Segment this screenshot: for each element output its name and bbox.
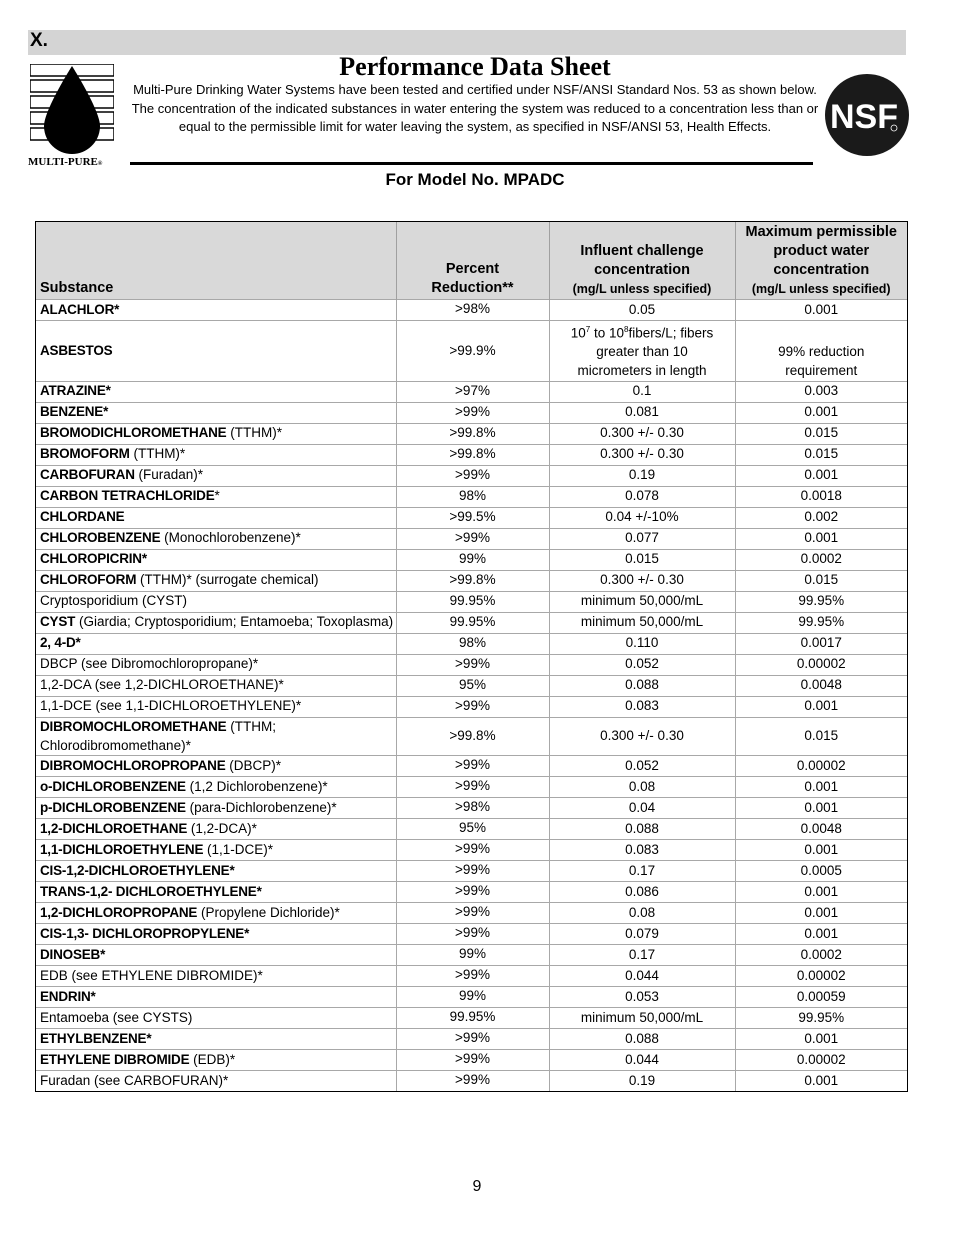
substance-name: TRANS-1,2- DICHLOROETHYLENE* <box>40 884 262 900</box>
max-cell: 0.015 <box>735 717 907 756</box>
influent-cell: minimum 50,000/mL <box>549 1008 735 1029</box>
influent-cell: 0.17 <box>549 945 735 966</box>
substance-cell <box>36 591 396 612</box>
table-row <box>36 570 907 591</box>
influent-cell: 0.1 <box>549 381 735 402</box>
influent-cell: 0.110 <box>549 633 735 654</box>
influent-cell: 0.077 <box>549 528 735 549</box>
table-row <box>36 777 907 798</box>
substance-name: ETHYLENE DIBROMIDE <box>40 1052 190 1068</box>
substance-cell <box>36 507 396 528</box>
substance-detail: (Monochlorobenzene)* <box>160 530 301 546</box>
influent-cell: 0.300 +/- 0.30 <box>549 423 735 444</box>
substance-name: BENZENE* <box>40 404 109 420</box>
max-cell: 0.00002 <box>735 1050 907 1071</box>
substance-name: CARBOFURAN <box>40 467 135 483</box>
table-row <box>36 549 907 570</box>
reduction-cell: >99.8% <box>396 570 549 591</box>
reduction-cell: >99.8% <box>396 444 549 465</box>
substance-name: 1,2-DICHLOROPROPANE <box>40 905 198 921</box>
max-cell: 0.00002 <box>735 654 907 675</box>
max-cell: 0.001 <box>735 300 907 321</box>
substance-cell <box>36 696 396 717</box>
substance-name: CHLOROPICRIN* <box>40 551 147 567</box>
max-cell: 0.015 <box>735 570 907 591</box>
substance-detail: (Furadan)* <box>134 467 204 483</box>
substance-cell <box>36 717 396 756</box>
max-cell: 0.001 <box>735 903 907 924</box>
influent-cell: 0.086 <box>549 882 735 903</box>
table-row <box>36 591 907 612</box>
max-cell: 0.001 <box>735 882 907 903</box>
reduction-cell: 99% <box>396 945 549 966</box>
max-cell: 0.001 <box>735 696 907 717</box>
table-row <box>36 945 907 966</box>
substance-cell <box>36 924 396 945</box>
table-row <box>36 402 907 423</box>
reduction-cell: >99% <box>396 903 549 924</box>
max-cell: 0.001 <box>735 798 907 819</box>
influent-cell: 0.052 <box>549 654 735 675</box>
model-line: For Model No. MPADC <box>385 170 565 189</box>
influent-cell: 0.078 <box>549 486 735 507</box>
influent-cell: 0.04 +/-10% <box>549 507 735 528</box>
substance-cell <box>36 1008 396 1029</box>
max-cell: 0.015 <box>735 423 907 444</box>
table-header-row <box>36 222 907 300</box>
substance-name: ATRAZINE* <box>40 383 111 399</box>
nsf-mark: NSF <box>830 98 898 136</box>
influent-part: 10 <box>570 325 586 341</box>
substance-name: BROMODICHLOROMETHANE <box>40 425 227 441</box>
page-number: 9 <box>472 1178 482 1195</box>
reduction-cell: >99.8% <box>396 717 549 756</box>
table-row <box>36 321 907 382</box>
substance-name: CIS-1,3- DICHLOROPROPYLENE* <box>40 926 250 942</box>
reduction-cell: 99.95% <box>396 612 549 633</box>
substance-cell <box>36 444 396 465</box>
max-cell: 0.0048 <box>735 819 907 840</box>
max-cell: 99.95% <box>735 591 907 612</box>
reduction-cell: >98% <box>396 300 549 321</box>
max-cell: 0.0002 <box>735 945 907 966</box>
max-cell: 0.00002 <box>735 756 907 777</box>
substance-name: p-DICHLOROBENZENE <box>40 800 186 816</box>
substance-name: CYST <box>40 614 76 630</box>
influent-cell: 0.300 +/- 0.30 <box>549 717 735 756</box>
intro-paragraph: Multi-Pure Drinking Water Systems have been tested and certified under NSF/ANSI Standard Nos. 53 as shown below. The concentration of the indicated substances in water entering the system was reduced to a concentration less than or equal to the permissible limit for water leaving the system, as specified in NSF/ANSI 53, Health Effects. <box>131 82 819 134</box>
substance-name: CHLOROBENZENE <box>40 530 161 546</box>
influent-cell: 0.17 <box>549 861 735 882</box>
reduction-cell: >99% <box>396 840 549 861</box>
table-row <box>36 903 907 924</box>
substance-cell <box>36 882 396 903</box>
influent-part: to 10 <box>590 325 624 341</box>
reduction-cell: >99.5% <box>396 507 549 528</box>
table-row <box>36 756 907 777</box>
table-row <box>36 1029 907 1050</box>
substance-detail: (TTHM)* <box>226 425 282 441</box>
max-cell: 0.015 <box>735 444 907 465</box>
substance-name: CARBON TETRACHLORIDE <box>40 488 215 504</box>
column-header-influent: Influent challenge concentration (mg/L unless specified) <box>549 222 735 300</box>
substance-cell <box>36 423 396 444</box>
substance-detail: (TTHM; Chlorodibromomethane)* <box>40 718 276 753</box>
table-row <box>36 717 907 756</box>
nsf-logo <box>824 73 910 157</box>
substance-detail: (1,1-DCE)* <box>203 842 274 858</box>
influent-cell: 0.079 <box>549 924 735 945</box>
multi-pure-logo <box>30 64 114 170</box>
reduction-cell: >97% <box>396 381 549 402</box>
substance-name: 1,1-DICHLOROETHYLENE <box>40 842 204 858</box>
substance-name: ETHYLBENZENE* <box>40 1031 152 1047</box>
substance-cell <box>36 321 396 382</box>
max-cell: 0.001 <box>735 924 907 945</box>
table-row <box>36 987 907 1008</box>
max-cell: 0.001 <box>735 777 907 798</box>
substance-detail: DBCP (see Dibromochloropropane)* <box>40 656 259 672</box>
influent-cell: minimum 50,000/mL <box>549 591 735 612</box>
substance-name: CHLORDANE <box>40 509 125 525</box>
influent-cell: 0.19 <box>549 1071 735 1092</box>
substance-cell <box>36 945 396 966</box>
reduction-cell: 99% <box>396 987 549 1008</box>
max-cell: 0.001 <box>735 1029 907 1050</box>
table-row <box>36 882 907 903</box>
reduction-cell: >99% <box>396 756 549 777</box>
substance-detail: (EDB)* <box>189 1052 236 1068</box>
max-cell: 0.001 <box>735 1071 907 1092</box>
reduction-cell: >99% <box>396 777 549 798</box>
max-cell: 0.001 <box>735 465 907 486</box>
table-row <box>36 633 907 654</box>
influent-cell: 0.04 <box>549 798 735 819</box>
reduction-cell: 99.95% <box>396 1008 549 1029</box>
max-cell: 0.0018 <box>735 486 907 507</box>
influent-cell: 0.300 +/- 0.30 <box>549 444 735 465</box>
max-cell: 0.002 <box>735 507 907 528</box>
table-row <box>36 444 907 465</box>
substance-cell <box>36 756 396 777</box>
reduction-cell: 99% <box>396 549 549 570</box>
substance-cell <box>36 528 396 549</box>
reduction-cell: >99.9% <box>396 321 549 382</box>
influent-cell: minimum 50,000/mL <box>549 612 735 633</box>
max-cell: 99.95% <box>735 1008 907 1029</box>
influent-cell: 0.044 <box>549 1050 735 1071</box>
reduction-cell: >99% <box>396 861 549 882</box>
header-rule <box>130 162 813 165</box>
substance-cell <box>36 903 396 924</box>
substance-cell <box>36 840 396 861</box>
substance-detail: Cryptosporidium (CYST) <box>40 593 188 609</box>
influent-cell: 0.083 <box>549 840 735 861</box>
substance-cell <box>36 654 396 675</box>
influent-cell: 0.015 <box>549 549 735 570</box>
substance-cell <box>36 861 396 882</box>
substance-name: ASBESTOS <box>40 342 113 358</box>
reduction-cell: 95% <box>396 675 549 696</box>
column-header-max: Maximum permissible product water concentration (mg/L unless specified) <box>735 222 907 300</box>
substance-detail: (DBCP)* <box>225 758 282 774</box>
substance-detail: 1,2-DCA (see 1,2-DICHLOROETHANE)* <box>40 677 284 693</box>
table-row <box>36 675 907 696</box>
substance-name: CHLOROFORM <box>40 572 137 588</box>
table-row <box>36 612 907 633</box>
max-cell: 0.001 <box>735 402 907 423</box>
reduction-cell: >99% <box>396 924 549 945</box>
reduction-cell: 98% <box>396 633 549 654</box>
page-title: Performance Data Sheet <box>339 52 611 81</box>
substance-cell <box>36 675 396 696</box>
reduction-cell: >99% <box>396 966 549 987</box>
substance-detail: (TTHM)* (surrogate chemical) <box>136 572 319 588</box>
max-cell: 0.00059 <box>735 987 907 1008</box>
reduction-cell: >99.8% <box>396 423 549 444</box>
section-label: X. <box>30 30 48 51</box>
max-cell: 0.003 <box>735 381 907 402</box>
substance-detail: (Giardia; Cryptosporidium; Entamoeba; Toxoplasma) <box>75 614 394 630</box>
table-row <box>36 696 907 717</box>
table-row <box>36 423 907 444</box>
substance-cell <box>36 402 396 423</box>
max-cell: 0.00002 <box>735 966 907 987</box>
table-row <box>36 924 907 945</box>
substance-detail: (para-Dichlorobenzene)* <box>185 800 337 816</box>
performance-table <box>35 221 908 1092</box>
table-row <box>36 486 907 507</box>
table-row <box>36 1050 907 1071</box>
substance-name: ALACHLOR* <box>40 301 120 317</box>
substance-name: BROMOFORM <box>40 446 130 462</box>
reduction-cell: >99% <box>396 465 549 486</box>
substance-name: CIS-1,2-DICHLOROETHYLENE* <box>40 863 235 879</box>
substance-detail: (Propylene Dichloride)* <box>197 905 340 921</box>
influent-exponent: 8 <box>624 325 629 334</box>
influent-cell: 0.08 <box>549 903 735 924</box>
max-cell: 0.0017 <box>735 633 907 654</box>
reduction-cell: >99% <box>396 1071 549 1092</box>
influent-cell: 0.088 <box>549 819 735 840</box>
influent-cell: 0.044 <box>549 966 735 987</box>
reduction-cell: >99% <box>396 1029 549 1050</box>
influent-cell: 0.19 <box>549 465 735 486</box>
influent-cell: 0.053 <box>549 987 735 1008</box>
influent-cell: 0.088 <box>549 1029 735 1050</box>
reduction-cell: 99.95% <box>396 591 549 612</box>
substance-cell <box>36 966 396 987</box>
max-cell: 0.0048 <box>735 675 907 696</box>
substance-cell <box>36 777 396 798</box>
influent-cell: 0.083 <box>549 696 735 717</box>
substance-cell <box>36 465 396 486</box>
substance-name: 1,2-DICHLOROETHANE <box>40 821 188 837</box>
influent-cell: 0.081 <box>549 402 735 423</box>
max-cell: 99.95% <box>735 612 907 633</box>
reduction-cell: >99% <box>396 528 549 549</box>
substance-name: o-DICHLOROBENZENE <box>40 779 186 795</box>
column-header-reduction: Percent Reduction** <box>396 222 549 300</box>
reduction-cell: 95% <box>396 819 549 840</box>
influent-cell: 0.300 +/- 0.30 <box>549 570 735 591</box>
substance-detail: 1,1-DCE (see 1,1-DICHLOROETHYLENE)* <box>40 698 302 714</box>
substance-cell <box>36 1071 396 1092</box>
max-cell: 0.0005 <box>735 861 907 882</box>
substance-detail: (TTHM)* <box>129 446 186 462</box>
max-cell: 0.001 <box>735 840 907 861</box>
max-cell: 0.001 <box>735 528 907 549</box>
substance-name: ENDRIN* <box>40 989 96 1005</box>
table-row <box>36 1071 907 1092</box>
substance-cell <box>36 300 396 321</box>
table-row <box>36 1008 907 1029</box>
reduction-cell: >98% <box>396 798 549 819</box>
reduction-cell: >99% <box>396 696 549 717</box>
table-row <box>36 861 907 882</box>
max-cell: 99% reduction requirement <box>735 321 907 382</box>
table-row <box>36 300 907 321</box>
substance-cell <box>36 1050 396 1071</box>
logo-text: MULTI-PURE® <box>28 156 103 168</box>
substance-cell <box>36 633 396 654</box>
influent-exponent: 7 <box>585 325 591 334</box>
substance-detail: * <box>214 488 220 504</box>
table-row <box>36 381 907 402</box>
influent-part: fibers/L; fibers greater than 10 micrometers in length <box>577 325 714 379</box>
substance-name: DINOSEB* <box>40 947 106 963</box>
influent-cell: 0.052 <box>549 756 735 777</box>
substance-cell <box>36 486 396 507</box>
table-row <box>36 840 907 861</box>
reduction-cell: >99% <box>396 882 549 903</box>
substance-detail: Entamoeba (see CYSTS) <box>40 1010 193 1026</box>
table-row <box>36 507 907 528</box>
substance-cell <box>36 612 396 633</box>
table-row <box>36 465 907 486</box>
reduction-cell: >99% <box>396 654 549 675</box>
substance-name: DIBROMOCHLOROPROPANE <box>40 758 226 774</box>
substance-detail: (1,2 Dichlorobenzene)* <box>185 779 328 795</box>
column-header-substance: Substance <box>36 222 396 300</box>
max-cell: 0.0002 <box>735 549 907 570</box>
substance-detail: EDB (see ETHYLENE DIBROMIDE)* <box>40 968 263 984</box>
reduction-cell: 98% <box>396 486 549 507</box>
table-row <box>36 819 907 840</box>
table-row <box>36 966 907 987</box>
substance-cell <box>36 987 396 1008</box>
influent-cell: 0.08 <box>549 777 735 798</box>
table-row <box>36 654 907 675</box>
reduction-cell: >99% <box>396 402 549 423</box>
substance-name: DIBROMOCHLOROMETHANE <box>40 718 227 734</box>
table-row <box>36 798 907 819</box>
table-row <box>36 528 907 549</box>
substance-name: 2, 4-D* <box>40 635 81 651</box>
influent-cell <box>549 321 735 382</box>
substance-cell <box>36 381 396 402</box>
influent-cell: 0.05 <box>549 300 735 321</box>
substance-detail: Furadan (see CARBOFURAN)* <box>40 1073 229 1089</box>
substance-cell <box>36 549 396 570</box>
influent-cell: 0.088 <box>549 675 735 696</box>
substance-detail: (1,2-DCA)* <box>187 821 257 837</box>
substance-cell <box>36 570 396 591</box>
substance-cell <box>36 798 396 819</box>
reduction-cell: >99% <box>396 1050 549 1071</box>
substance-cell <box>36 819 396 840</box>
substance-cell <box>36 1029 396 1050</box>
